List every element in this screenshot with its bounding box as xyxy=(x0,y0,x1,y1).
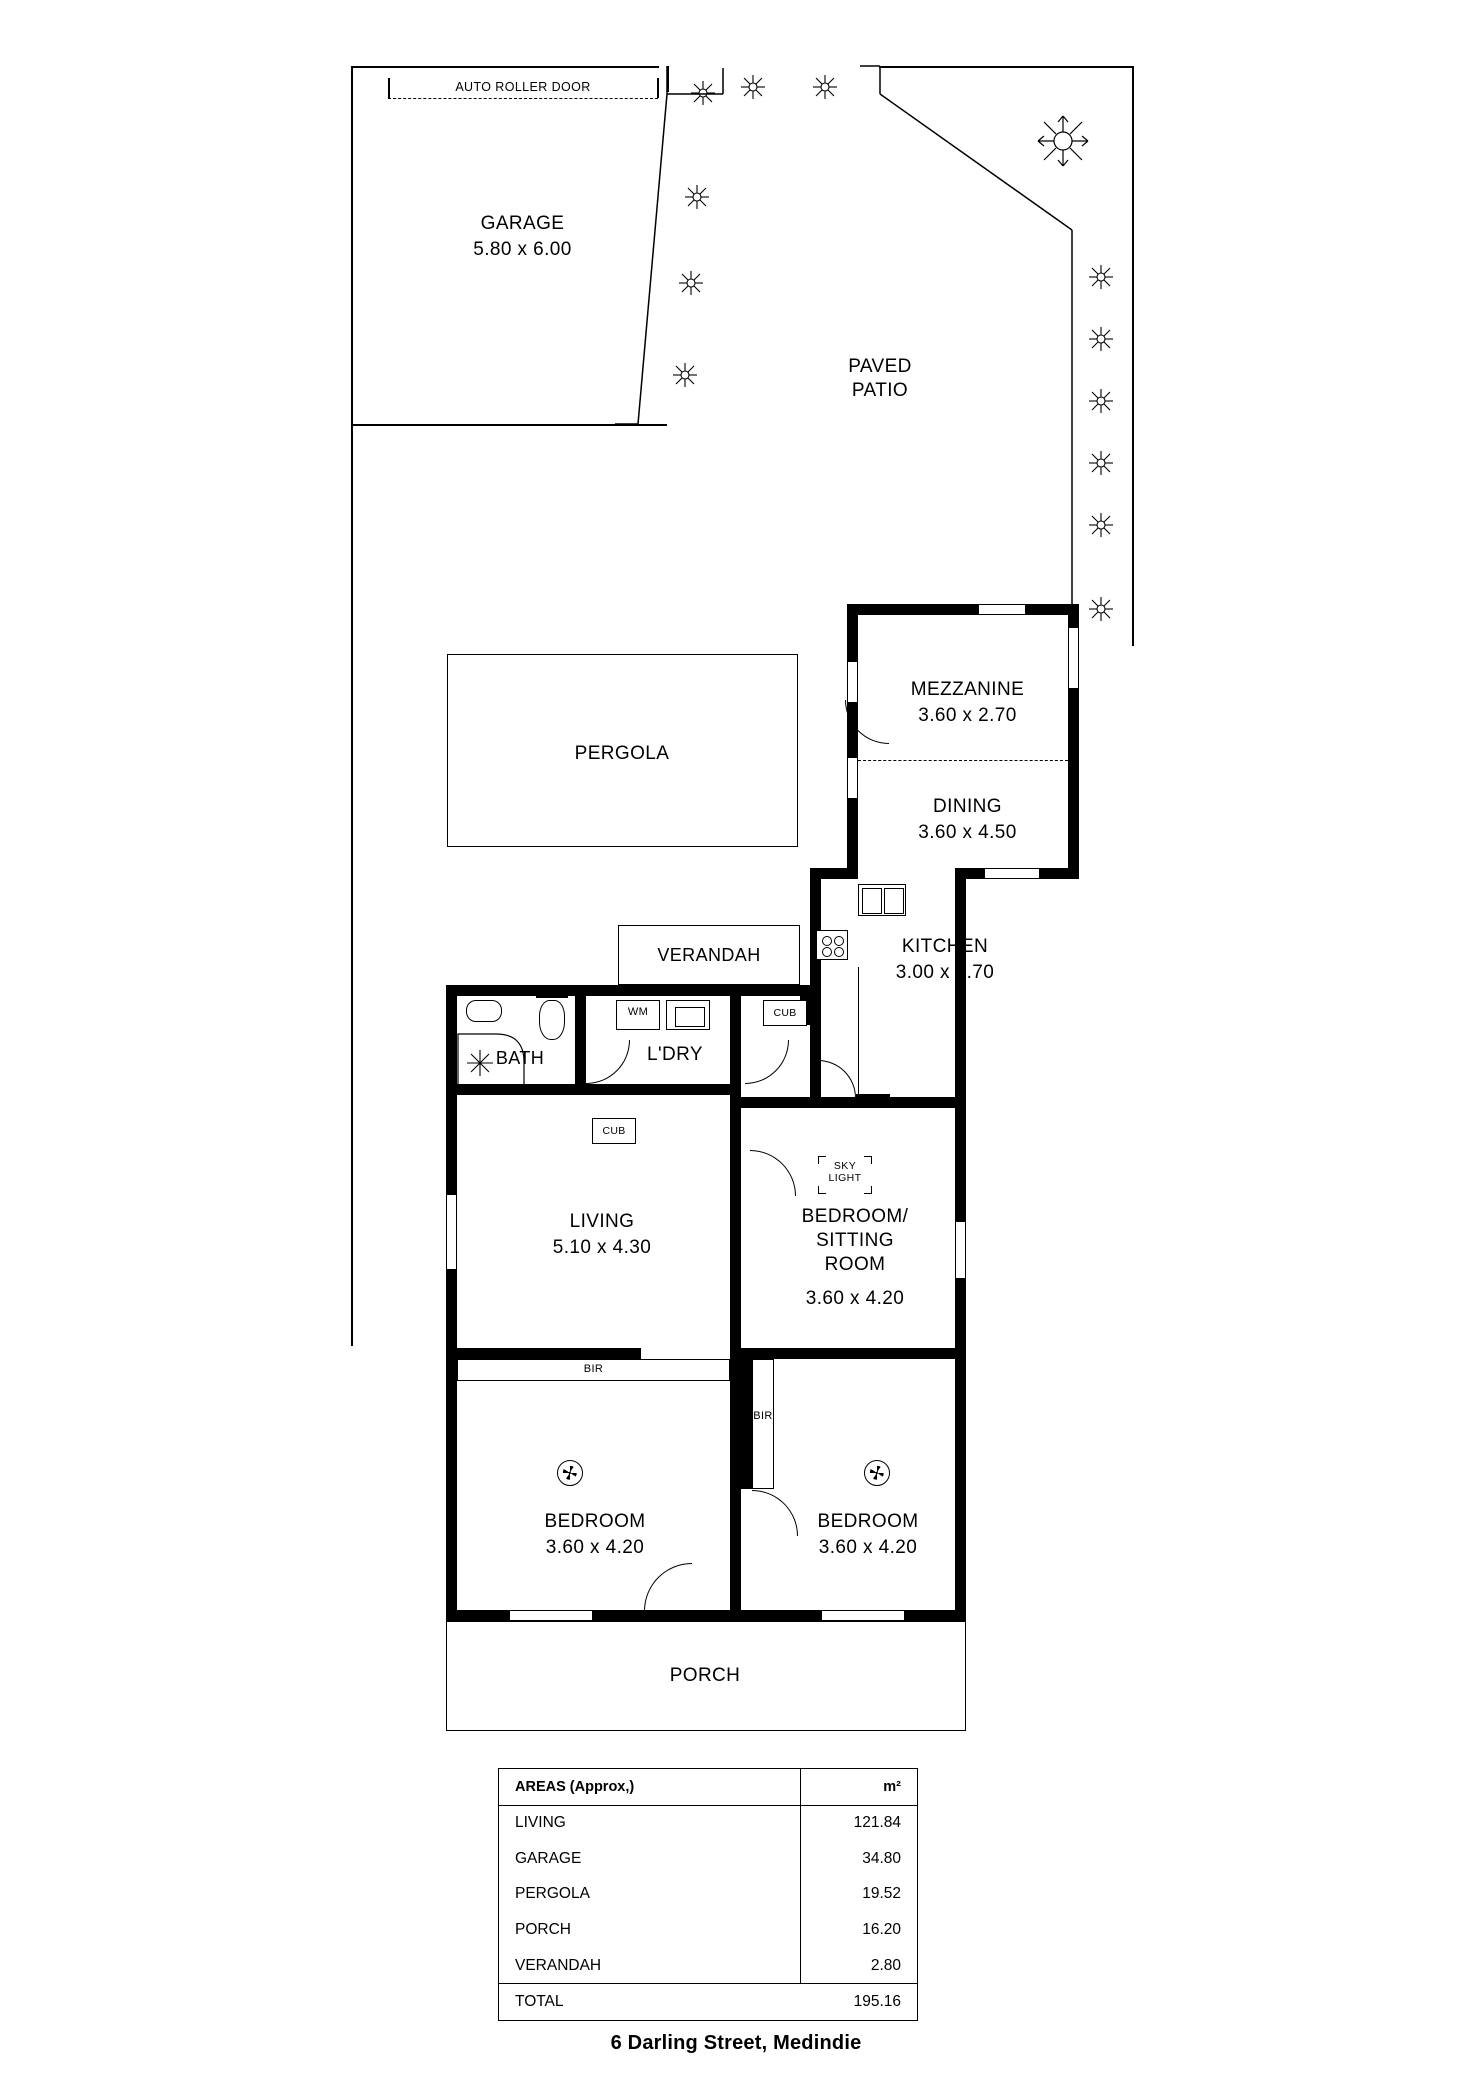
shrub-icon xyxy=(688,78,718,108)
kitchen-label: KITCHEN xyxy=(901,936,989,957)
shrub-icon xyxy=(810,72,840,102)
laundry-cub: CUB xyxy=(763,1000,807,1026)
area-value: 121.84 xyxy=(801,1805,918,1841)
living-cub: CUB xyxy=(592,1118,636,1144)
window-mezzanine-left xyxy=(847,662,858,702)
bedroom-front-right-dims: 3.60 x 4.20 xyxy=(818,1537,918,1558)
table-row xyxy=(499,1877,917,1913)
wall-kitchen-bottom xyxy=(740,1097,966,1108)
shrub-icon xyxy=(1086,386,1116,416)
wall-kitchen-step xyxy=(810,868,858,879)
table-row xyxy=(499,1948,917,1984)
auto-roller-door-line xyxy=(388,98,658,99)
window-bedroom-sitting-right xyxy=(955,1222,966,1278)
wall-bedroom-left-top xyxy=(446,1348,641,1359)
shrub-icon xyxy=(682,182,712,212)
window-dining-left xyxy=(847,758,858,798)
paved-patio-label: PAVED PATIO xyxy=(848,356,912,401)
area-name: VERANDAH xyxy=(515,1956,602,1974)
area-name: LIVING xyxy=(515,1814,566,1832)
kitchen-opening-jamb xyxy=(856,1094,890,1097)
window-mezzanine-top xyxy=(979,604,1025,615)
bedroom-front-right-label: BEDROOM xyxy=(817,1511,919,1532)
door-bedroom-front-left xyxy=(644,1563,692,1611)
bath-toilet xyxy=(539,1000,565,1040)
wall-house-top xyxy=(446,985,811,996)
door-laundry-kitchen xyxy=(745,1040,789,1084)
dining-label: DINING xyxy=(933,796,1002,817)
table-row xyxy=(499,1805,917,1841)
auto-roller-door-label: AUTO ROLLER DOOR xyxy=(455,80,591,94)
tree-icon xyxy=(1030,108,1096,174)
bath-toilet-cistern xyxy=(536,996,568,998)
shrub-icon xyxy=(1086,510,1116,540)
areas-table-body xyxy=(499,1769,917,2020)
areas-total-row xyxy=(499,1984,917,2020)
bath-label: BATH xyxy=(495,1048,545,1068)
area-value: 19.52 xyxy=(801,1877,918,1913)
wall-kitchen-right xyxy=(955,879,966,1108)
areas-unit: m² xyxy=(801,1769,918,1805)
areas-title: AREAS (Approx,) xyxy=(499,1769,801,1805)
garage-dims: 5.80 x 6.00 xyxy=(473,239,572,260)
page-title: 6 Darling Street, Medindie xyxy=(610,2032,862,2054)
bedroom-front-left-dims: 3.60 x 4.20 xyxy=(545,1537,645,1558)
wall-bath-right xyxy=(575,985,586,1095)
table-row xyxy=(499,1912,917,1948)
kitchen-bench-line xyxy=(858,967,859,1097)
bir-right xyxy=(752,1359,774,1489)
laundry-label: L'DRY xyxy=(647,1044,703,1065)
bath-tub xyxy=(466,1000,502,1022)
dining-dims: 3.60 x 4.50 xyxy=(918,822,1017,843)
bedroom-sitting-label: BEDROOM/ SITTING ROOM xyxy=(801,1206,909,1275)
window-living-left xyxy=(446,1195,457,1269)
door-bedroom-sitting xyxy=(750,1150,796,1196)
bir-right-label: BIR xyxy=(753,1410,773,1422)
shrub-icon xyxy=(1086,324,1116,354)
bedroom-front-left-label: BEDROOM xyxy=(544,1511,646,1532)
window-dining-bottom xyxy=(985,868,1039,879)
wall-living-right xyxy=(730,1095,741,1621)
living-dims: 5.10 x 4.30 xyxy=(552,1237,652,1258)
laundry-trough xyxy=(666,1000,710,1030)
laundry-wm-label: WM xyxy=(627,1006,649,1018)
ceiling-fan-icon xyxy=(864,1460,890,1486)
living-label: LIVING xyxy=(569,1211,635,1232)
garage-label: GARAGE xyxy=(480,213,565,234)
kitchen-sink-icon xyxy=(858,884,906,916)
areas-table xyxy=(498,1768,918,2021)
kitchen-dims: 3.00 x 3.70 xyxy=(895,962,995,983)
areas-total-label: TOTAL xyxy=(499,1984,801,2020)
shrub-icon xyxy=(1086,594,1116,624)
areas-table-header xyxy=(499,1769,917,1805)
shrub-icon xyxy=(1086,448,1116,478)
mezzanine-label: MEZZANINE xyxy=(910,679,1025,700)
ceiling-fan-icon xyxy=(557,1460,583,1486)
shrub-icon xyxy=(676,268,706,298)
window-bedroom-front-right xyxy=(822,1610,904,1621)
wall-bedroom-sitting-bottom xyxy=(741,1348,966,1359)
verandah-label: VERANDAH xyxy=(657,945,761,965)
pergola-label: PERGOLA xyxy=(574,743,670,764)
areas-total-value: 195.16 xyxy=(801,1984,918,2020)
shrub-icon xyxy=(670,360,700,390)
kitchen-cooktop-icon xyxy=(816,930,848,960)
porch-label: PORCH xyxy=(669,1665,741,1686)
bedroom-sitting-dims: 3.60 x 4.20 xyxy=(805,1288,905,1309)
area-name: PORCH xyxy=(515,1921,571,1939)
shrub-icon xyxy=(738,72,768,102)
area-value: 2.80 xyxy=(801,1948,918,1984)
area-value: 34.80 xyxy=(801,1841,918,1877)
site-line-garage-left xyxy=(351,66,353,1346)
wall-mezz-top xyxy=(847,604,1079,615)
door-kitchen-hall xyxy=(818,1060,856,1098)
wall-mezz-left xyxy=(847,604,858,879)
bir-left-label: BIR xyxy=(583,1363,604,1375)
skylight-label: SKY LIGHT xyxy=(828,1160,862,1185)
shrub-icon xyxy=(1086,262,1116,292)
garage-patio-divider xyxy=(640,60,760,440)
table-row xyxy=(499,1841,917,1877)
wall-bir-right xyxy=(741,1359,752,1489)
area-name: GARAGE xyxy=(515,1849,582,1867)
area-name: PERGOLA xyxy=(515,1885,590,1903)
mezzanine-dims: 3.60 x 2.70 xyxy=(918,705,1017,726)
mezzanine-dining-divider xyxy=(858,760,1068,761)
wall-ldry-right xyxy=(730,985,741,1095)
site-line-garage-top xyxy=(351,66,659,68)
area-value: 16.20 xyxy=(801,1912,918,1948)
window-bedroom-front-left xyxy=(510,1610,592,1621)
door-bedroom-front-right xyxy=(752,1490,798,1536)
